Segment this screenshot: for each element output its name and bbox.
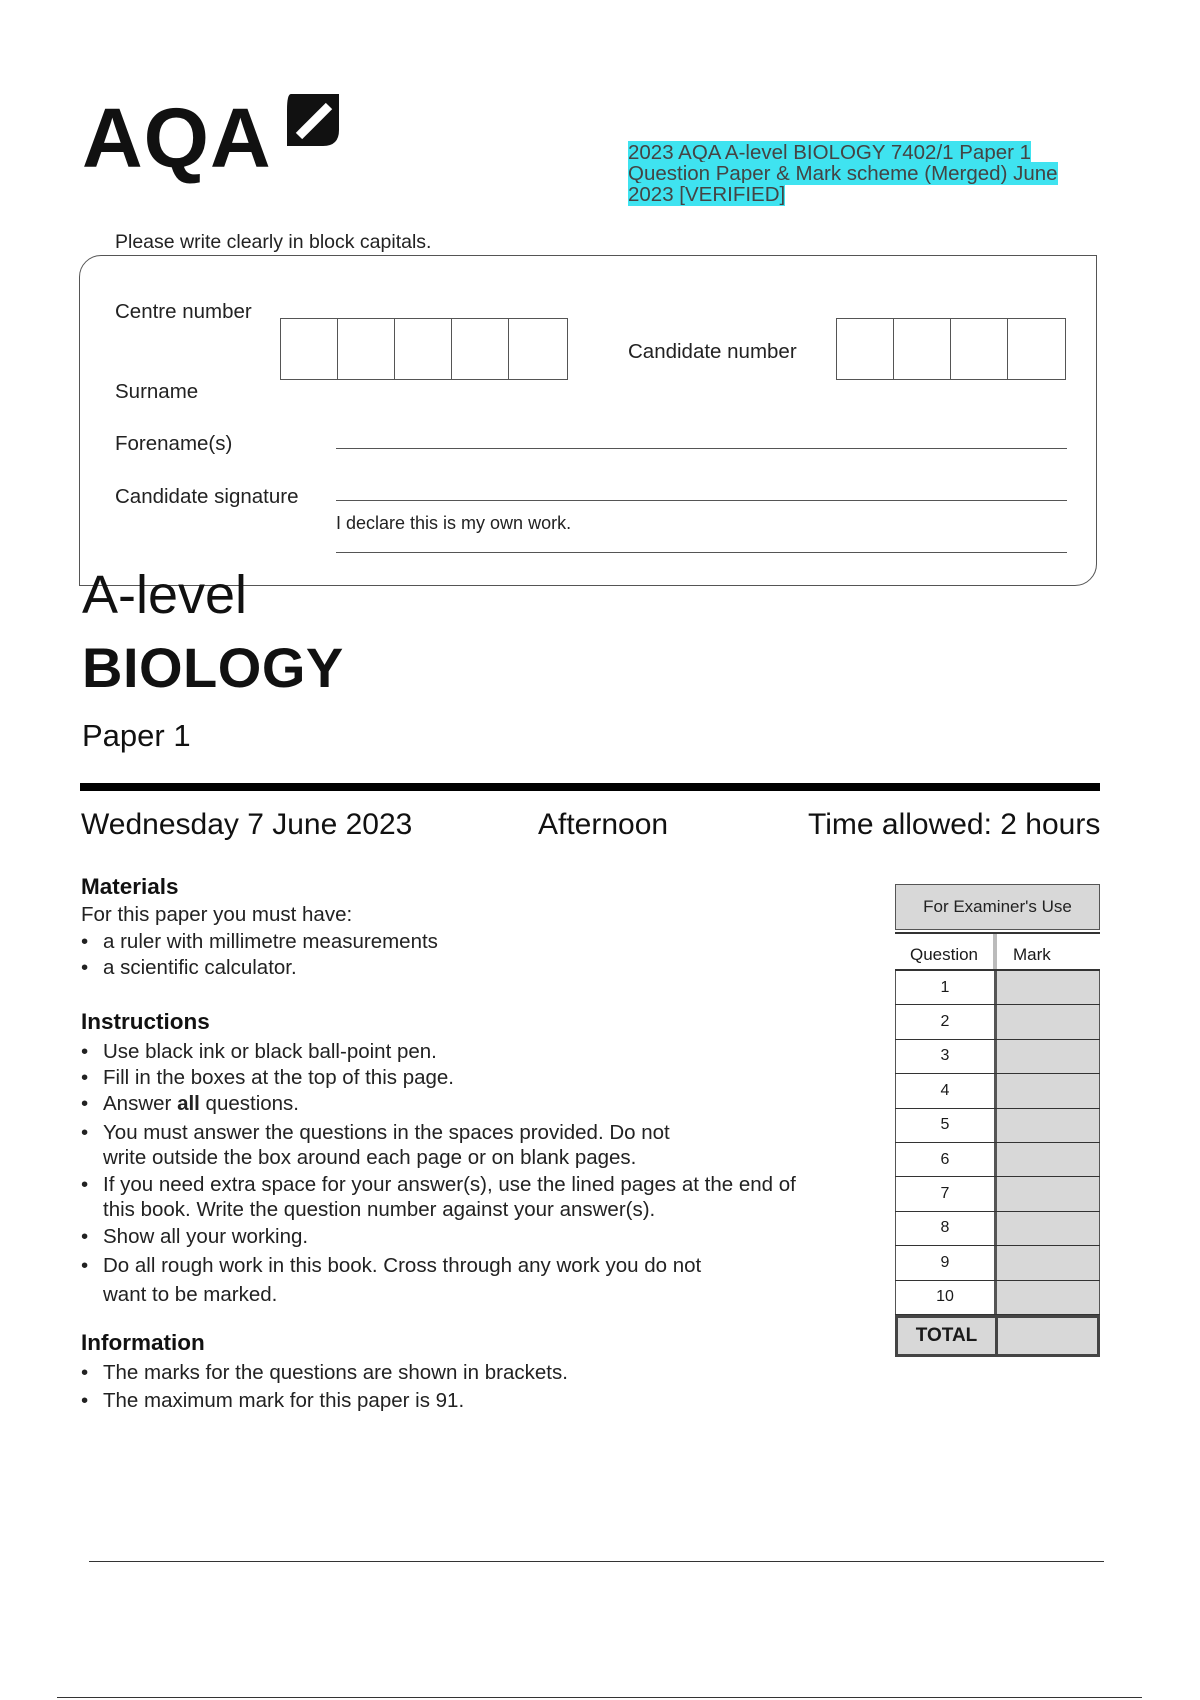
question-column-header: Question — [895, 934, 997, 969]
exam-session: Afternoon — [538, 808, 669, 841]
centre-number-digit[interactable] — [281, 319, 338, 379]
declaration-text: I declare this is my own work. — [336, 513, 572, 533]
forenames-line[interactable] — [336, 500, 1067, 501]
list-line: You must answer the questions in the spaces provided. Do not — [103, 1121, 670, 1144]
list-line: Do all rough work in this book. Cross through any work you do not — [103, 1254, 702, 1277]
mark-cell — [997, 1177, 1100, 1210]
materials-list — [81, 930, 438, 982]
question-number: 8 — [895, 1212, 997, 1245]
examiner-table-header — [895, 932, 1100, 971]
instructions-list — [81, 1040, 881, 1307]
list-item — [81, 1092, 881, 1120]
total-label: TOTAL — [898, 1318, 998, 1354]
signature-label: Candidate signature — [115, 485, 299, 508]
information-list — [81, 1361, 568, 1417]
candidate-number-digit[interactable] — [894, 319, 951, 379]
list-line: this book. Write the question number against your answer(s). — [103, 1198, 656, 1221]
aqa-mark-icon — [285, 92, 341, 148]
surname-label: Surname — [115, 380, 199, 403]
block-capitals-instruction: Please write clearly in block capitals. — [115, 231, 432, 253]
subject-title: BIOLOGY — [82, 636, 344, 699]
question-number: 10 — [895, 1281, 997, 1314]
mark-cell — [997, 1246, 1100, 1279]
mark-cell — [997, 1109, 1100, 1142]
centre-number-digit[interactable] — [452, 319, 509, 379]
answer-suffix: questions. — [199, 1092, 300, 1115]
centre-number-digit[interactable] — [338, 319, 395, 379]
question-number: 3 — [895, 1040, 997, 1073]
mark-column-header: Mark — [1013, 945, 1051, 964]
examiner-table-title: For Examiner's Use — [895, 884, 1100, 930]
list-line: If you need extra space for your answer(s), use the lined pages at the end of — [103, 1173, 796, 1196]
question-number: 4 — [895, 1074, 997, 1107]
list-item: • Fill in the boxes at the top of this page. — [81, 1066, 881, 1092]
centre-number-digit[interactable] — [395, 319, 452, 379]
table-row — [895, 971, 1100, 1005]
total-row — [895, 1315, 1100, 1357]
aqa-logo — [82, 88, 342, 188]
candidate-number-digit[interactable] — [837, 319, 894, 379]
table-row — [895, 1212, 1100, 1246]
mark-cell — [997, 1005, 1100, 1038]
candidate-number-digit[interactable] — [1008, 319, 1065, 379]
candidate-number-boxes[interactable] — [836, 318, 1066, 380]
list-item — [81, 1172, 881, 1225]
centre-number-boxes[interactable] — [280, 318, 568, 380]
list-line: write outside the box around each page or on blank pages. — [103, 1146, 637, 1169]
mark-cell — [997, 1143, 1100, 1176]
candidate-number-label: Candidate number — [628, 340, 797, 363]
time-allowed: Time allowed: 2 hours — [808, 808, 1101, 841]
table-row — [895, 1074, 1100, 1108]
question-number: 7 — [895, 1177, 997, 1210]
answer-bold: all — [177, 1092, 200, 1115]
answer-prefix: Answer — [103, 1092, 178, 1115]
table-row — [895, 1281, 1100, 1315]
highlighted-title-text: 2023 AQA A-level BIOLOGY 7402/1 Paper 1 Question Paper & Mark scheme (Merged) June 2023 [VERIFIED] — [628, 141, 1058, 206]
page-bottom-rule — [57, 1697, 1142, 1698]
question-number: 2 — [895, 1005, 997, 1038]
paper-title: Paper 1 — [82, 718, 191, 753]
surname-line[interactable] — [336, 448, 1067, 449]
table-row — [895, 1143, 1100, 1177]
list-item — [81, 1251, 881, 1307]
table-row — [895, 1109, 1100, 1143]
mark-cell — [997, 1212, 1100, 1245]
candidate-number-digit[interactable] — [951, 319, 1008, 379]
mark-cell — [997, 971, 1100, 1004]
forenames-label: Forename(s) — [115, 432, 233, 455]
list-item: • a scientific calculator. — [81, 956, 438, 982]
list-item: • Show all your working. — [81, 1225, 881, 1251]
total-mark-cell — [998, 1318, 1097, 1354]
question-number: 6 — [895, 1143, 997, 1176]
list-item — [81, 1120, 881, 1172]
table-row — [895, 1246, 1100, 1280]
table-row — [895, 1177, 1100, 1211]
list-item: • a ruler with millimetre measurements — [81, 930, 438, 956]
mark-cell — [997, 1074, 1100, 1107]
signature-line[interactable] — [336, 552, 1067, 553]
exam-date: Wednesday 7 June 2023 — [81, 808, 413, 841]
mark-cell — [997, 1040, 1100, 1073]
table-row — [895, 1005, 1100, 1039]
centre-number-digit[interactable] — [509, 319, 566, 379]
question-number: 5 — [895, 1109, 997, 1142]
mark-cell — [997, 1281, 1100, 1314]
footer-rule — [89, 1561, 1104, 1562]
information-heading: Information — [81, 1330, 205, 1355]
highlighted-title — [628, 142, 1098, 205]
qualification-level: A-level — [82, 565, 248, 625]
question-number: 1 — [895, 971, 997, 1004]
materials-intro: For this paper you must have: — [81, 903, 353, 926]
question-number: 9 — [895, 1246, 997, 1279]
list-item: • The marks for the questions are shown in brackets. — [81, 1361, 568, 1389]
list-line: want to be marked. — [103, 1283, 278, 1306]
logo-text: AQA — [82, 91, 272, 185]
table-row — [895, 1040, 1100, 1074]
centre-number-label: Centre number — [115, 300, 252, 323]
divider-rule — [80, 783, 1100, 791]
examiner-use-table — [895, 884, 1100, 1357]
list-item: • Use black ink or black ball-point pen. — [81, 1040, 881, 1066]
materials-heading: Materials — [81, 874, 179, 899]
instructions-heading: Instructions — [81, 1009, 210, 1034]
list-item: • The maximum mark for this paper is 91. — [81, 1389, 568, 1417]
